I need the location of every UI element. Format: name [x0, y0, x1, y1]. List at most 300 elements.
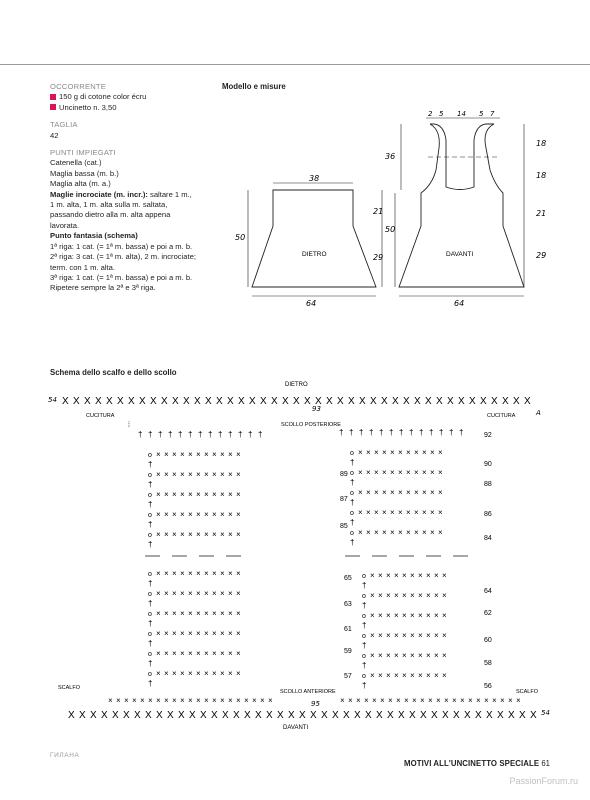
single-crochet-symbol: ×	[394, 571, 399, 580]
single-crochet-symbol: ×	[370, 631, 375, 640]
crossed-stitch-symbol: X	[436, 396, 443, 407]
single-crochet-symbol: ×	[442, 651, 447, 660]
single-crochet-symbol: ×	[414, 488, 419, 497]
single-crochet-symbol: ×	[228, 450, 233, 459]
single-crochet-symbol: ×	[196, 696, 201, 705]
single-crochet-symbol: ×	[188, 490, 193, 499]
single-crochet-symbol: ×	[188, 470, 193, 479]
double-crochet-symbol: †	[148, 679, 153, 688]
crossed-stitch-symbol: X	[178, 710, 185, 721]
single-crochet-symbol: ×	[414, 528, 419, 537]
single-crochet-symbol: ×	[172, 609, 177, 618]
crossed-stitch-symbol: X	[321, 710, 328, 721]
back-bottom-dim: 64	[306, 299, 317, 308]
single-crochet-symbol: ×	[422, 468, 427, 477]
single-crochet-symbol: ×	[236, 490, 241, 499]
single-crochet-symbol: ×	[402, 591, 407, 600]
single-crochet-symbol: ×	[172, 470, 177, 479]
crossed-stitch-symbol: X	[266, 710, 273, 721]
row-number: 64	[484, 588, 492, 595]
single-crochet-symbol: ×	[366, 448, 371, 457]
single-crochet-symbol: ×	[430, 468, 435, 477]
crossed-stitch-symbol: X	[233, 710, 240, 721]
crossed-stitch-symbol: X	[293, 396, 300, 407]
single-crochet-symbol: ×	[188, 696, 193, 705]
single-crochet-symbol: ×	[220, 609, 225, 618]
single-crochet-symbol: ×	[374, 488, 379, 497]
crossed-stitch-symbol: X	[508, 710, 515, 721]
double-crochet-symbol: †	[350, 498, 355, 507]
crossed-stitch-symbol: X	[200, 710, 207, 721]
single-crochet-symbol: ×	[378, 651, 383, 660]
cuciture-label: CUCITURA	[487, 413, 516, 419]
single-crochet-symbol: ×	[172, 669, 177, 678]
single-crochet-symbol: ×	[220, 510, 225, 519]
single-crochet-symbol: ×	[220, 450, 225, 459]
single-crochet-symbol: ×	[402, 571, 407, 580]
single-crochet-symbol: ×	[394, 591, 399, 600]
crossed-stitch-symbol: X	[497, 710, 504, 721]
single-crochet-symbol: ×	[410, 631, 415, 640]
single-crochet-symbol: ×	[390, 488, 395, 497]
single-crochet-symbol: ×	[164, 649, 169, 658]
single-crochet-symbol: ×	[426, 651, 431, 660]
crossed-stitch-symbol: X	[376, 710, 383, 721]
row-number: 92	[484, 432, 492, 439]
single-crochet-symbol: ×	[382, 468, 387, 477]
crossed-stitch-symbol: X	[354, 710, 361, 721]
single-crochet-symbol: ×	[358, 488, 363, 497]
single-crochet-symbol: ×	[410, 571, 415, 580]
double-crochet-symbol: †	[419, 428, 424, 437]
back-lower-dim: 29	[373, 253, 384, 262]
crossed-stitch-symbol: X	[79, 710, 86, 721]
chain-symbol: o	[148, 492, 152, 499]
single-crochet-symbol: ×	[180, 450, 185, 459]
single-crochet-symbol: ×	[156, 490, 161, 499]
single-crochet-symbol: ×	[156, 530, 161, 539]
single-crochet-symbol: ×	[172, 490, 177, 499]
materials-title: OCCORRENTE	[50, 82, 107, 91]
crossed-stitch-symbol: X	[403, 396, 410, 407]
single-crochet-symbol: ×	[386, 611, 391, 620]
crossed-stitch-symbol: X	[271, 396, 278, 407]
double-crochet-symbol: †	[148, 460, 153, 469]
crossed-text: 1 m. alta, 1 m. alta sulla m. saltata,	[50, 200, 168, 210]
single-crochet-symbol: ×	[188, 569, 193, 578]
row-number: 86	[484, 511, 492, 518]
single-crochet-symbol: ×	[390, 508, 395, 517]
schema-top-label: DIETRO	[285, 382, 308, 388]
single-crochet-symbol: ×	[410, 671, 415, 680]
schema-bottom-label: DAVANTI	[283, 725, 309, 731]
single-crochet-symbol: ×	[212, 510, 217, 519]
crossed-stitch-symbol: X	[249, 396, 256, 407]
single-crochet-symbol: ×	[204, 609, 209, 618]
single-crochet-symbol: ×	[228, 530, 233, 539]
back-height-dim: 50	[235, 233, 246, 242]
materials-item: 150 g di cotone color écru	[50, 92, 220, 102]
single-crochet-symbol: ×	[452, 696, 457, 705]
double-crochet-symbol: †	[409, 428, 414, 437]
crossed-stitch-symbol: X	[299, 710, 306, 721]
single-crochet-symbol: ×	[382, 528, 387, 537]
single-crochet-symbol: ×	[428, 696, 433, 705]
fancy-stitch-title: Punto fantasia (schema)	[50, 231, 138, 241]
single-crochet-symbol: ×	[418, 671, 423, 680]
crossed-stitch-symbol: X	[255, 710, 262, 721]
single-crochet-symbol: ×	[204, 629, 209, 638]
single-crochet-symbol: ×	[386, 651, 391, 660]
back-piece-outline	[252, 190, 376, 287]
single-crochet-symbol: ×	[442, 571, 447, 580]
single-crochet-symbol: ×	[396, 696, 401, 705]
row-number: 84	[484, 535, 492, 542]
single-crochet-symbol: ×	[402, 611, 407, 620]
chain-symbol: o	[362, 573, 366, 580]
double-crochet-symbol: †	[188, 430, 193, 439]
double-crochet-symbol: †	[389, 428, 394, 437]
single-crochet-symbol: ×	[386, 591, 391, 600]
double-crochet-symbol: †	[369, 428, 374, 437]
single-crochet-symbol: ×	[188, 510, 193, 519]
double-crochet-symbol: †	[148, 659, 153, 668]
crossed-stitch-symbol: X	[205, 396, 212, 407]
single-crochet-symbol: ×	[414, 468, 419, 477]
single-crochet-symbol: ×	[380, 696, 385, 705]
single-crochet-symbol: ×	[212, 669, 217, 678]
single-crochet-symbol: ×	[220, 569, 225, 578]
double-crochet-symbol: †	[362, 601, 367, 610]
double-crochet-symbol: †	[350, 478, 355, 487]
single-crochet-symbol: ×	[412, 696, 417, 705]
single-crochet-symbol: ×	[164, 669, 169, 678]
single-crochet-symbol: ×	[228, 629, 233, 638]
single-crochet-symbol: ×	[180, 649, 185, 658]
single-crochet-symbol: ×	[356, 696, 361, 705]
front-dim: 5	[439, 110, 444, 118]
double-crochet-symbol: †	[148, 579, 153, 588]
single-crochet-symbol: ×	[378, 591, 383, 600]
crossed-stitch-symbol: X	[282, 396, 289, 407]
single-crochet-symbol: ×	[236, 629, 241, 638]
single-crochet-symbol: ×	[196, 530, 201, 539]
double-crochet-symbol: †	[158, 430, 163, 439]
single-crochet-symbol: ×	[196, 510, 201, 519]
row-number: 95	[311, 700, 320, 708]
single-crochet-symbol: ×	[236, 569, 241, 578]
single-crochet-symbol: ×	[156, 629, 161, 638]
crossed-stitch-symbol: X	[84, 396, 91, 407]
single-crochet-symbol: ×	[394, 651, 399, 660]
single-crochet-symbol: ×	[204, 470, 209, 479]
single-crochet-symbol: ×	[406, 488, 411, 497]
crossed-stitch-symbol: X	[381, 396, 388, 407]
front-right-dim: 18	[536, 139, 547, 148]
front-bottom-dim: 64	[454, 299, 465, 308]
chain-symbol: o	[350, 510, 354, 517]
single-crochet-symbol: ×	[402, 671, 407, 680]
front-piece-outline	[399, 124, 524, 287]
double-crochet-symbol: †	[148, 500, 153, 509]
single-crochet-symbol: ×	[516, 696, 521, 705]
crossed-stitch-symbol: X	[420, 710, 427, 721]
single-crochet-symbol: ×	[212, 696, 217, 705]
single-crochet-symbol: ×	[394, 671, 399, 680]
scalfo-label: SCALFO	[58, 685, 81, 691]
single-crochet-symbol: ×	[260, 696, 265, 705]
single-crochet-symbol: ×	[442, 671, 447, 680]
single-crochet-symbol: ×	[164, 589, 169, 598]
single-crochet-symbol: ×	[236, 669, 241, 678]
crossed-stitch-symbol: X	[524, 396, 531, 407]
single-crochet-symbol: ×	[220, 696, 225, 705]
single-crochet-symbol: ×	[172, 629, 177, 638]
single-crochet-symbol: ×	[212, 490, 217, 499]
single-crochet-symbol: ×	[374, 528, 379, 537]
single-crochet-symbol: ×	[398, 448, 403, 457]
single-crochet-symbol: ×	[204, 669, 209, 678]
single-crochet-symbol: ×	[370, 591, 375, 600]
single-crochet-symbol: ×	[212, 450, 217, 459]
single-crochet-symbol: ×	[426, 631, 431, 640]
crossed-stitch-symbol: X	[530, 710, 537, 721]
footer-right: MOTIVI ALL'UNCINETTO SPECIALE 61	[404, 759, 550, 768]
double-crochet-symbol: †	[379, 428, 384, 437]
crossed-stitch-symbol: X	[398, 710, 405, 721]
single-crochet-symbol: ×	[108, 696, 113, 705]
footer-left: ГИЛАНА	[50, 752, 80, 759]
single-crochet-symbol: ×	[204, 490, 209, 499]
single-crochet-symbol: ×	[228, 589, 233, 598]
chain-symbol: o	[148, 532, 152, 539]
single-crochet-symbol: ×	[372, 696, 377, 705]
crossed-stitch-symbol: X	[469, 396, 476, 407]
crossed-stitch-symbol: X	[227, 396, 234, 407]
single-crochet-symbol: ×	[228, 569, 233, 578]
double-crochet-symbol: †	[350, 518, 355, 527]
front-dim: 7	[490, 110, 495, 118]
single-crochet-symbol: ×	[180, 609, 185, 618]
size-value: 42	[50, 130, 59, 140]
single-crochet-symbol: ×	[442, 591, 447, 600]
single-crochet-symbol: ×	[418, 571, 423, 580]
crossed-stitch-symbol: X	[519, 710, 526, 721]
single-crochet-symbol: ×	[212, 629, 217, 638]
crossed-stitch-symbol: X	[139, 396, 146, 407]
single-crochet-symbol: ×	[394, 631, 399, 640]
model-diagram	[0, 0, 590, 360]
row-number: 93	[312, 405, 321, 413]
row-number: 85	[340, 523, 348, 530]
single-crochet-symbol: ×	[196, 649, 201, 658]
crossed-stitch-symbol: X	[145, 710, 152, 721]
single-crochet-symbol: ×	[386, 571, 391, 580]
single-crochet-symbol: ×	[188, 589, 193, 598]
double-crochet-symbol: †	[459, 428, 464, 437]
row-number: 63	[344, 601, 352, 608]
single-crochet-symbol: ×	[438, 528, 443, 537]
crossed-stitch-symbol: X	[90, 710, 97, 721]
crossed-stitch-symbol: X	[161, 396, 168, 407]
double-crochet-symbol: †	[349, 428, 354, 437]
single-crochet-symbol: ×	[164, 629, 169, 638]
single-crochet-symbol: ×	[156, 510, 161, 519]
double-crochet-symbol: †	[439, 428, 444, 437]
single-crochet-symbol: ×	[172, 649, 177, 658]
single-crochet-symbol: ×	[508, 696, 513, 705]
crossed-stitch-symbol: X	[486, 710, 493, 721]
single-crochet-symbol: ×	[228, 649, 233, 658]
chain-symbol: o	[148, 631, 152, 638]
crossed-stitch-symbol: X	[244, 710, 251, 721]
single-crochet-symbol: ×	[188, 609, 193, 618]
single-crochet-symbol: ×	[442, 611, 447, 620]
crossed-stitch-symbol: X	[475, 710, 482, 721]
single-crochet-symbol: ×	[204, 649, 209, 658]
single-crochet-symbol: ×	[492, 696, 497, 705]
single-crochet-symbol: ×	[500, 696, 505, 705]
double-crochet-symbol: †	[449, 428, 454, 437]
crossed-stitch-symbol: X	[326, 396, 333, 407]
single-crochet-symbol: ×	[188, 649, 193, 658]
single-crochet-symbol: ×	[422, 508, 427, 517]
single-crochet-symbol: ×	[220, 669, 225, 678]
single-crochet-symbol: ×	[212, 530, 217, 539]
single-crochet-symbol: ×	[212, 470, 217, 479]
double-crochet-symbol: †	[339, 428, 344, 437]
chain-symbol: o	[362, 673, 366, 680]
fancy-line: Ripetere sempre la 2ª e 3ª riga.	[50, 283, 156, 293]
single-crochet-symbol: ×	[164, 490, 169, 499]
row-number: 56	[484, 683, 492, 690]
row-number: 65	[344, 575, 352, 582]
single-crochet-symbol: ×	[196, 629, 201, 638]
double-crochet-symbol: †	[208, 430, 213, 439]
single-crochet-symbol: ×	[180, 510, 185, 519]
crossed-stitch-symbol: X	[128, 396, 135, 407]
single-crochet-symbol: ×	[164, 569, 169, 578]
fancy-line: 2ª riga: 3 cat. (= 1ª m. alta), 2 m. incrociate;	[50, 252, 196, 262]
single-crochet-symbol: ×	[204, 569, 209, 578]
double-crochet-symbol: †	[399, 428, 404, 437]
single-crochet-symbol: ×	[204, 530, 209, 539]
single-crochet-symbol: ×	[228, 490, 233, 499]
crossed-stitch-symbol: X	[123, 710, 130, 721]
single-crochet-symbol: ×	[132, 696, 137, 705]
single-crochet-symbol: ×	[476, 696, 481, 705]
single-crochet-symbol: ×	[348, 696, 353, 705]
single-crochet-symbol: ×	[172, 696, 177, 705]
crossed-stitch-symbol: X	[106, 396, 113, 407]
chain-symbol: o	[362, 613, 366, 620]
single-crochet-symbol: ×	[236, 696, 241, 705]
double-crochet-symbol: †	[362, 641, 367, 650]
single-crochet-symbol: ×	[268, 696, 273, 705]
single-crochet-symbol: ×	[438, 448, 443, 457]
row-number: 59	[344, 648, 352, 655]
single-crochet-symbol: ×	[228, 696, 233, 705]
chain-symbol: o	[350, 490, 354, 497]
single-crochet-symbol: ×	[156, 696, 161, 705]
single-crochet-symbol: ×	[386, 671, 391, 680]
crossed-stitch-symbol: X	[458, 396, 465, 407]
double-crochet-symbol: †	[248, 430, 253, 439]
single-crochet-symbol: ×	[434, 631, 439, 640]
single-crochet-symbol: ×	[378, 611, 383, 620]
single-crochet-symbol: ×	[426, 591, 431, 600]
stitches-title: PUNTI IMPIEGATI	[50, 148, 116, 158]
crossed-stitch: Maglie incrociate (m. incr.): saltare 1 m.,	[50, 189, 192, 199]
model-title: Modello e misure	[222, 82, 286, 91]
crossed-stitch-symbol: X	[112, 710, 119, 721]
single-crochet-symbol: ×	[438, 488, 443, 497]
back-label: DIETRO	[302, 251, 327, 258]
single-crochet-symbol: ×	[388, 696, 393, 705]
crossed-stitch-symbol: X	[370, 396, 377, 407]
scollo-posteriore-label: SCOLLO POSTERIORE	[281, 422, 341, 428]
single-crochet-symbol: ×	[180, 589, 185, 598]
single-crochet-symbol: ×	[358, 468, 363, 477]
single-crochet-symbol: ×	[442, 631, 447, 640]
crossed-stitch-symbol: X	[134, 710, 141, 721]
single-crochet-symbol: ×	[172, 589, 177, 598]
row-number: 54	[541, 709, 550, 717]
crossed-stitch-symbol: X	[513, 396, 520, 407]
crossed-stitch-symbol: X	[238, 396, 245, 407]
single-crochet-symbol: ×	[402, 631, 407, 640]
single-crochet-symbol: ×	[434, 651, 439, 660]
single-crochet-symbol: ×	[386, 631, 391, 640]
chain-symbol: o	[362, 633, 366, 640]
double-crochet-symbol: †	[362, 661, 367, 670]
single-crochet-symbol: ×	[382, 448, 387, 457]
single-crochet-symbol: ×	[434, 671, 439, 680]
crossed-stitch-symbol: X	[277, 710, 284, 721]
single-crochet-symbol: ×	[430, 448, 435, 457]
single-crochet-symbol: ×	[180, 470, 185, 479]
single-crochet-symbol: ×	[172, 510, 177, 519]
crossed-stitch-symbol: X	[480, 396, 487, 407]
single-crochet-symbol: ×	[398, 508, 403, 517]
single-crochet-symbol: ×	[236, 530, 241, 539]
single-crochet-symbol: ×	[180, 490, 185, 499]
single-crochet-symbol: ×	[156, 669, 161, 678]
single-crochet-symbol: ×	[406, 528, 411, 537]
single-crochet-symbol: ×	[196, 569, 201, 578]
single-crochet-symbol: ×	[164, 696, 169, 705]
single-crochet-symbol: ×	[212, 649, 217, 658]
front-left-dim: 36	[385, 152, 396, 161]
single-crochet-symbol: ×	[418, 631, 423, 640]
crossed-text: lavorata.	[50, 220, 80, 230]
chain-symbol: o	[148, 651, 152, 658]
single-crochet-symbol: ×	[366, 468, 371, 477]
single-crochet-symbol: ×	[236, 609, 241, 618]
single-crochet-symbol: ×	[228, 609, 233, 618]
single-crochet-symbol: ×	[212, 589, 217, 598]
single-crochet-symbol: ×	[180, 669, 185, 678]
single-crochet-symbol: ×	[414, 448, 419, 457]
crossed-stitch-symbol: X	[310, 710, 317, 721]
single-crochet-symbol: ×	[374, 468, 379, 477]
single-crochet-symbol: ×	[196, 589, 201, 598]
single-crochet-symbol: ×	[204, 450, 209, 459]
double-crochet-symbol: †	[362, 681, 367, 690]
double-crochet-symbol: †	[148, 619, 153, 628]
double-crochet-symbol: †	[148, 599, 153, 608]
cuciture-label: CUCITURA	[86, 413, 115, 419]
